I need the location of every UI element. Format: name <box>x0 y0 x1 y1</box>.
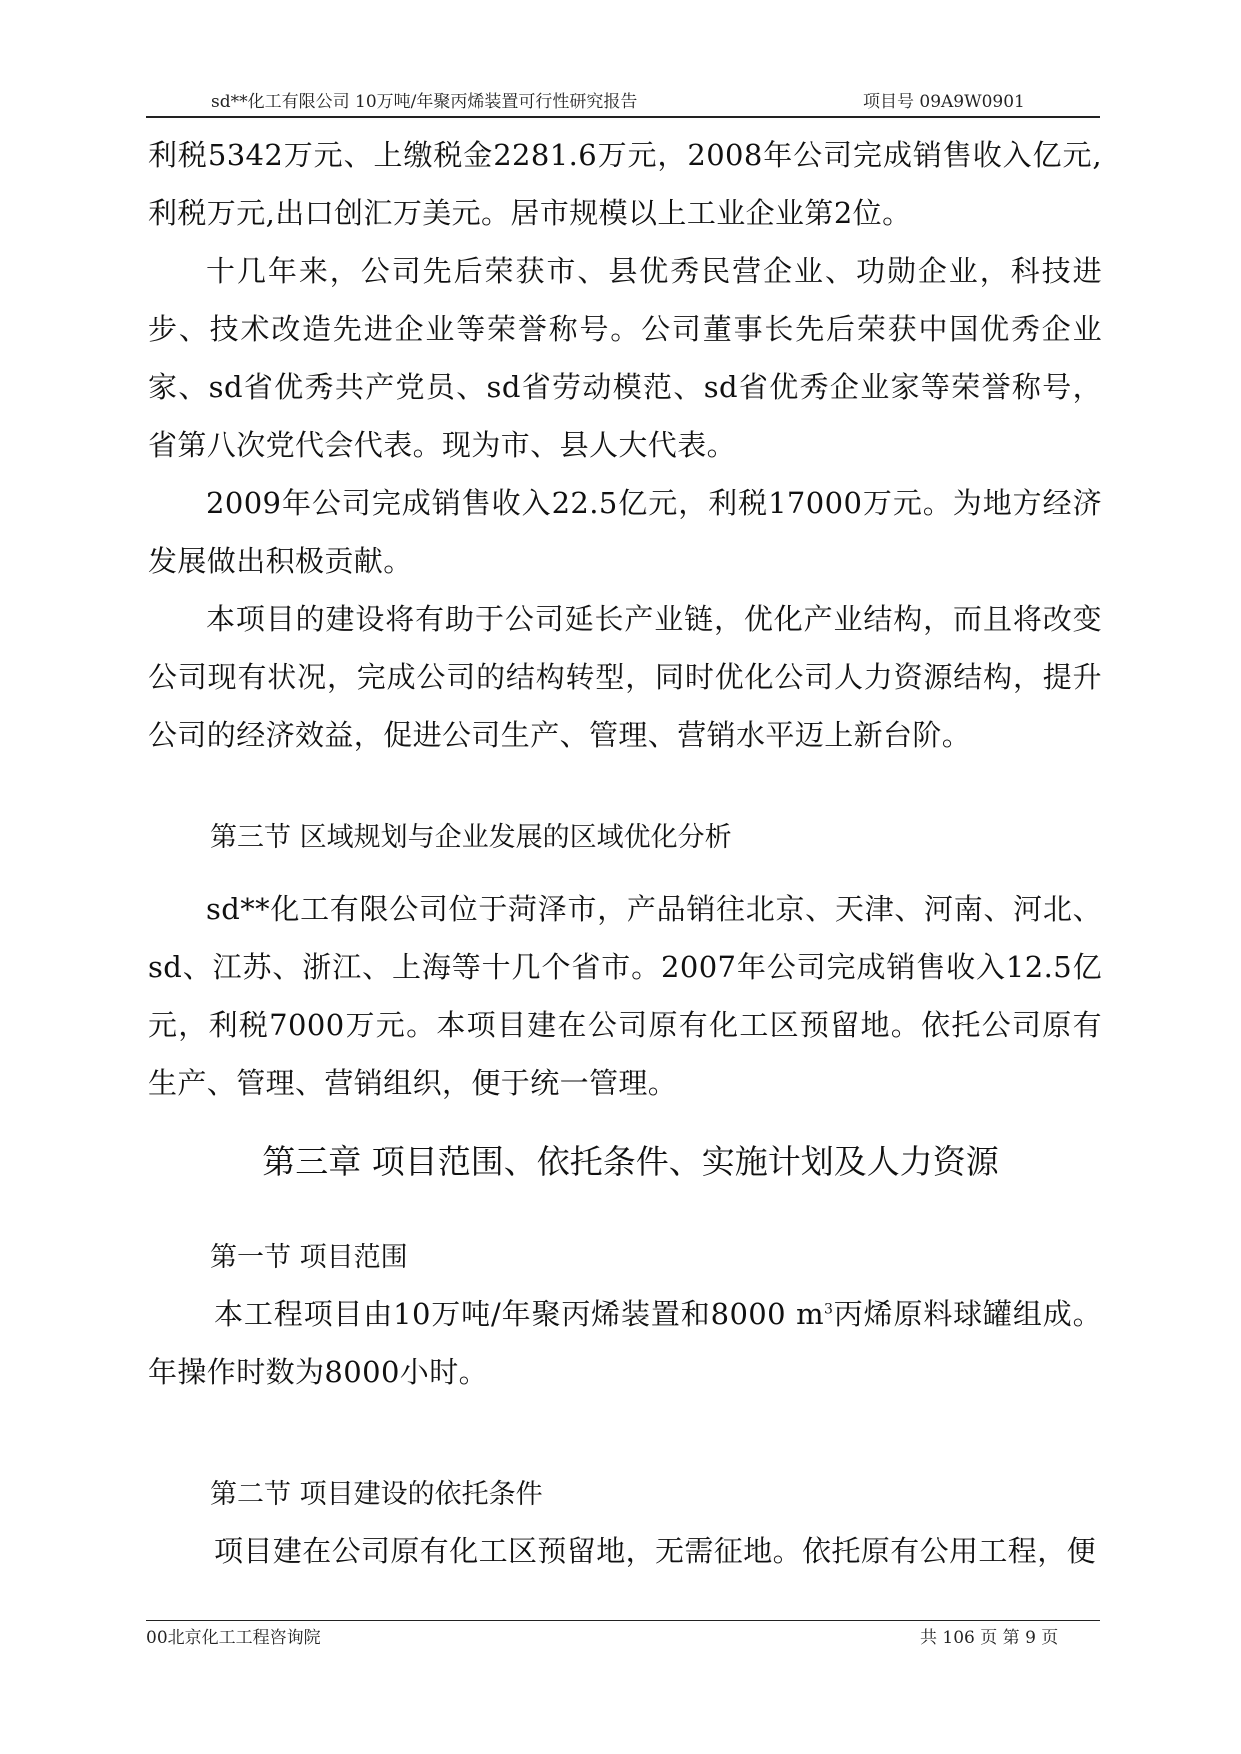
paragraph-project-composition <box>148 1285 1102 1401</box>
section-title-supporting-conditions: 第二节 项目建设的依托条件 <box>210 1479 543 1510</box>
page-header <box>146 88 1100 116</box>
cubic-meter-unit: $m^3$ <box>796 1297 834 1331</box>
header-project-number: 项目号 09A9W0901 <box>863 92 1025 112</box>
footer-page-count: 共 106 页 第 9 页 <box>920 1628 1059 1648</box>
paragraph-site-conditions: 项目建在公司原有化工区预留地，无需征地。依托原有公用工程，便 <box>214 1534 1097 1568</box>
paragraph-company-location: sd**化工有限公司位于菏泽市，产品销往北京、天津、河南、河北、sd、江苏、浙江、上海等十几个省市。2007年公司完成销售收入12.5亿元，利税7000万元。本项目建在公司原有化工区预留地。依托公司原有生产、管理、营销组织，便于统一管理。 <box>148 892 1102 1100</box>
paragraph-2009-sales: 2009年公司完成销售收入22.5亿元，利税17000万元。为地方经济发展做出积极贡献。 <box>148 486 1102 578</box>
footer-institute-name: 00北京化工工程咨询院 <box>146 1628 321 1648</box>
header-report-title: sd**化工有限公司 10万吨/年聚丙烯装置可行性研究报告 <box>211 92 638 112</box>
scope-text-end: 丙烯原料球罐组成。年操作时数为8000小时。 <box>148 1297 1102 1389</box>
scope-text-start: 本工程项目由10万吨/年聚丙烯装置和8000 <box>214 1297 797 1331</box>
section-title-regional-planning: 第三节 区域规划与企业发展的区域优化分析 <box>210 822 732 853</box>
paragraph-project-benefits: 本项目的建设将有助于公司延长产业链，优化产业结构，而且将改变公司现有状况，完成公司的结构转型，同时优化公司人力资源结构，提升公司的经济效益，促进公司生产、管理、营销水平迈上新台阶。 <box>148 602 1102 752</box>
section-title-project-scope: 第一节 项目范围 <box>210 1242 408 1273</box>
header-divider <box>146 116 1100 118</box>
chapter-title-scope: 第三章 项目范围、依托条件、实施计划及人力资源 <box>262 1142 999 1181</box>
paragraph-honors: 十几年来，公司先后荣获市、县优秀民营企业、功勋企业，科技进步、技术改造先进企业等荣誉称号。公司董事长先后荣获中国优秀企业家、sd省优秀共产党员、sd省劳动模范、sd省优秀企业家等荣誉称号，省第八次党代会代表。现为市、县人大代表。 <box>148 254 1102 462</box>
paragraph-profit-tax: 利税5342万元、上缴税金2281.6万元，2008年公司完成销售收入亿元,利税万元,出口创汇万美元。居市规模以上工业企业第2位。 <box>148 138 1102 230</box>
footer-divider <box>146 1620 1100 1621</box>
page-footer <box>146 1624 1100 1652</box>
